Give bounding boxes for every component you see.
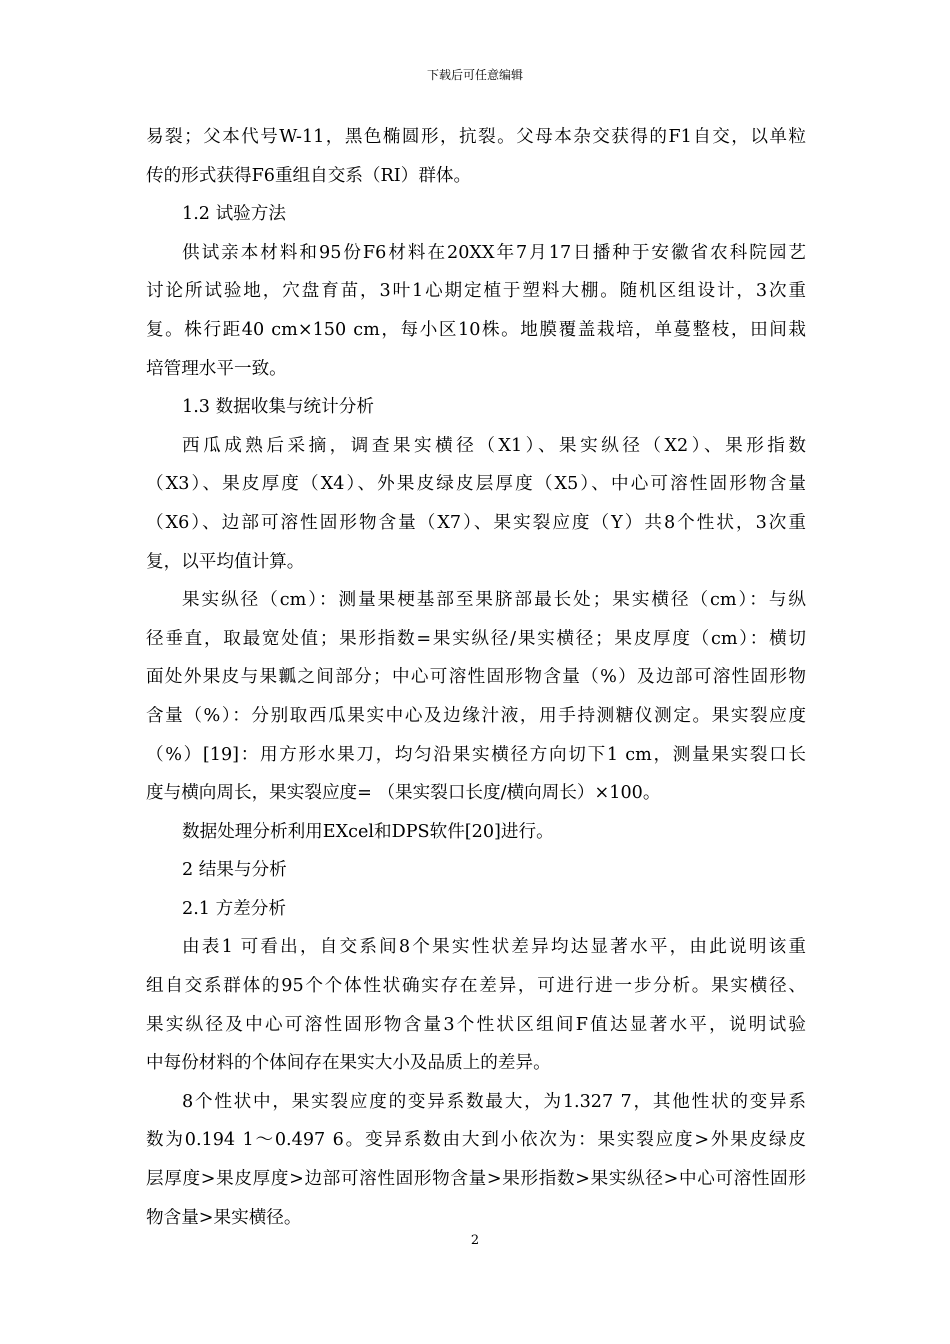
- text-line: 数为0.194 1～0.497 6。变异系数由大到小依次为：果实裂应度>外果皮绿皮: [146, 1130, 806, 1151]
- text-line: 供试亲本材料和95份F6材料在20XX年7月17日播种于安徽省农科院园艺: [182, 242, 806, 263]
- text-line: 复，以平均值计算。: [146, 551, 305, 572]
- text-line: 培管理水平一致。: [146, 358, 287, 379]
- text-line: 传的形式获得F6重组自交系（RI）群体。: [146, 165, 472, 186]
- text-line: 物含量>果实横径。: [146, 1207, 302, 1228]
- text-line: 8个性状中，果实裂应度的变异系数最大，为1.327 7，其他性状的变异系: [182, 1091, 806, 1112]
- text-line: 果实纵径（cm）：测量果梗基部至果脐部最长处；果实横径（cm）：与纵: [182, 590, 806, 611]
- text-line: 面处外果皮与果瓤之间部分；中心可溶性固形物含量（%）及边部可溶性固形物: [146, 667, 806, 688]
- text-line: 易裂；父本代号W-11，黑色椭圆形，抗裂。父母本杂交获得的F1自交，以单粒: [146, 127, 806, 147]
- page-header: 下载后可任意编辑: [426, 68, 523, 82]
- text-line: 西瓜成熟后采摘，调查果实横径（X1）、果实纵径（X2）、果形指数: [182, 435, 806, 456]
- text-line: 2.1 方差分析: [182, 898, 286, 919]
- text-line: 2 结果与分析: [182, 860, 287, 881]
- text-line: 由表1 可看出，自交系间8个果实性状差异均达显著水平，由此说明该重: [182, 937, 806, 958]
- text-line: 径垂直，取最宽处值；果形指数=果实纵径/果实横径；果皮厚度（cm）：横切: [146, 628, 806, 649]
- text-line: 1.2 试验方法: [182, 204, 286, 225]
- document-body: [146, 118, 806, 1237]
- text-line: 复。株行距40 cm×150 cm，每小区10株。地膜覆盖栽培，单蔓整枝，田间栽: [146, 319, 806, 340]
- text-line: 1.3 数据收集与统计分析: [182, 397, 374, 418]
- page-number: 2: [470, 1233, 480, 1248]
- text-line: 果实纵径及中心可溶性固形物含量3个性状区组间F值达显著水平，说明试验: [146, 1014, 806, 1035]
- text-line: （X3）、果皮厚度（X4）、外果皮绿皮层厚度（X5）、中心可溶性固形物含量: [146, 474, 806, 495]
- text-line: （%）[19]：用方形水果刀，均匀沿果实横径方向切下1 cm，测量果实裂口长: [146, 744, 806, 765]
- text-line: 组自交系群体的95个个体性状确实存在差异，可进行进一步分析。果实横径、: [146, 976, 806, 997]
- text-line: 数据处理分析利用EXcel和DPS软件[20]进行。: [182, 821, 554, 842]
- text-line: 中每份材料的个体间存在果实大小及品质上的差异。: [146, 1053, 551, 1074]
- text-line: 度与横向周长，果实裂应度= （果实裂口长度/横向周长）×100。: [146, 783, 661, 804]
- text-line: （X6）、边部可溶性固形物含量（X7）、果实裂应度（Y）共8个性状，3次重: [146, 512, 806, 533]
- text-line: 含量（%）：分别取西瓜果实中心及边缘汁液，用手持测糖仪测定。果实裂应度: [146, 705, 806, 726]
- text-line: 层厚度>果皮厚度>边部可溶性固形物含量>果形指数>果实纵径>中心可溶性固形: [146, 1169, 806, 1190]
- text-line: 讨论所试验地，穴盘育苗，3叶1心期定植于塑料大棚。随机区组设计，3次重: [146, 281, 806, 302]
